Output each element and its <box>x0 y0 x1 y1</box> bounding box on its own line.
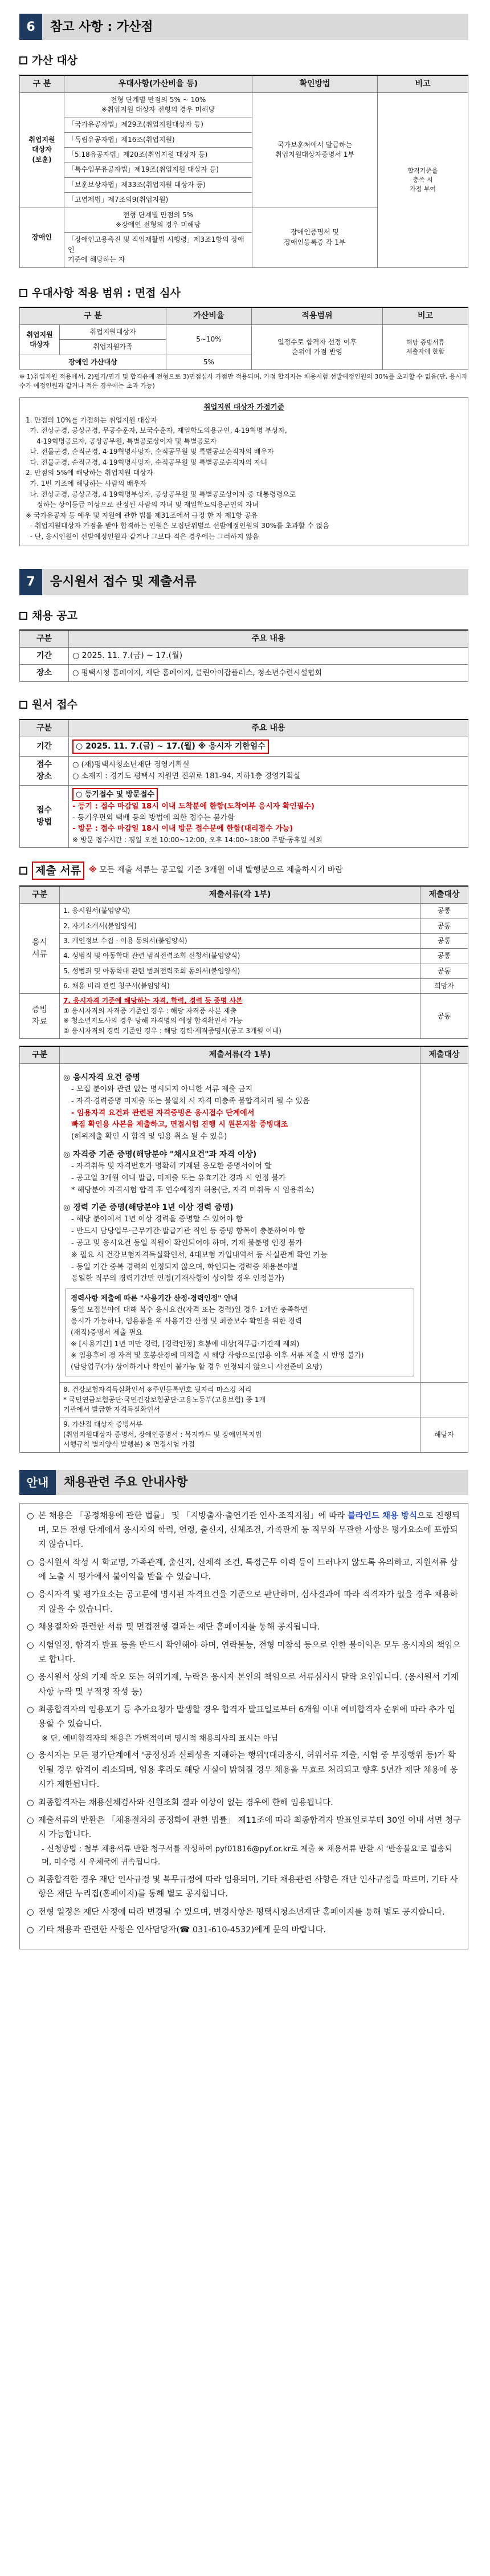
square-bullet-icon <box>19 612 27 620</box>
notice-item: ○ 응시자격 및 평가요소는 공고문에 명시된 자격요건을 기준으로 판단하며, 심사결과에 따라 적격자가 없을 경우 채용하지 않을 수 있습니다. <box>26 1588 462 1617</box>
section-title: 참고 사항 : 가산점 <box>42 14 468 40</box>
guide-line: 다. 전물군경, 순직군경, 4·19혁명사망자, 순직공무원 및 특별공로순직자의 자녀 <box>26 458 268 466</box>
notice-list <box>19 1503 468 1950</box>
notice-item: ○ 시험일정, 합격자 발표 등을 반드시 확인해야 하며, 연락불능, 전형 미참석 등으로 인한 불이익은 모두 응시자의 책임으로 합니다. <box>26 1639 462 1668</box>
notice-item: ○ 응시자는 모든 평가단계에서 '공정성과 신뢰성을 저해하는 행위'(대리응시, 허위서류 제출, 시험 중 부정행위 등)가 확인될 경우 합격이 취소되며, 임용 후라도 해당 사실이 밝혀질 경우 채용을 무효로 처리되고 향후 5년간 재단 채용에 응시가 제한됩니다. <box>26 1749 462 1792</box>
notice-item: ○ 전형 일정은 재단 사정에 따라 변경될 수 있으며, 변경사항은 평택시청소년재단 홈페이지를 통해 별도 공지합니다. <box>26 1905 462 1920</box>
square-bullet-icon <box>19 701 27 709</box>
subsection-submission-docs: 제출 서류 ※ 모든 제출 서류는 공고일 기준 3개월 이내 발행분으로 제출하시기 바람 <box>19 862 468 880</box>
section-6-header <box>19 14 468 40</box>
blind-recruitment-highlight: 블라인드 채용 방식 <box>347 1511 418 1521</box>
square-bullet-icon <box>19 867 27 875</box>
guide-line: 1. 만점의 10%를 가점하는 취업지원 대상자 <box>26 416 158 424</box>
section-number: 7 <box>19 569 42 595</box>
guide-line: 나. 전물군경, 순직군경, 4·19혁명사망자, 순직공무원 및 특별공로순직자의 배우자 <box>26 448 274 456</box>
notice-item: ○ 응시원서 작성 시 학교명, 가족관계, 출신지, 신체적 조건, 특정근무 이력 등이 드러나지 않도록 유의하고, 지원서류 상에 노출 시 평가에서 불이익을 받을 수 있습니다. <box>26 1556 462 1585</box>
submission-docs-detail-table: 구분 제출서류(각 1부) 제출대상 ◎ 응시자격 요건 증명 - 모집 분야와 관련 없는 명시되지 아니한 서류 제출 금지 - 자격·경력증명 미제출 또는 불일치 시 자격 미충족 불합격처리 될 수 있음 - 임용자격 요건과 관련된 자격증빙은 응시접수 단계에서 빠짐 확인용 사본을 제출하고, 면접시험 진행 시 원본지참 증빙대조 (허위제출 확인 시 합격 및 임용 취소 될 수 있음) ◎ 자격증 기준 증명(해당분야 "채시요건"과 자격 이상) - 자격취득 및 자격번호가 명확히 기재된 응모한 증명서이어 할 - 공고일 3개월 이내 발급, 미제출 또는 유효기간 경과 시 인정 불가 * 해당분야 자격시험 합격 후 연수예정자 허용(단, 자격 미취득 시 임용취소) ◎ 경력 기준 증명(해당분야 1년 이상 경력 증명) - 해당 분야에서 1년 이상 경력을 증명할 수 있어야 함 - 반드시 담당업무·근무기간·발급기관 직인 등 증빙 항목이 충분하여야 함 - 공고 및 응시요건 등일 직원이 확인되어야 하며, 기재 불분명 인정 불가 ※ 필요 시 건강보험자격득실확인서, 4대보험 가입내역서 등 사실관계 확인 가능 - 동일 기간 중복 경력의 인정되지 않으며, 학인되는 경력증 채용분야별 동일한 직무의 경력기간만 인정(기재사항이 상이할 경우 인정불가) 경력사항 제출에 따른 "사용기간 산정·경력인정" 안내 동일 모집분야에 대해 복수 응시요건(자격 또는 경력)일 경우 1개만 충족하면 응시가 가능하나, 임용통을 위 사용기간 산정 및 최종보수 확인을 위한 경력 (재직)증명서 제출 필요 ※ [사용기간] 1년 미만 경력, [경력인정] 호봉에 대상(직무급·기간제 제외) ※ 임용후에 경 자격 및 호봉산정에 미제출 시 해당 사항으로(임용 이후 서류 제출 시 반영 불가) (담당업무(가) 상이하거나 확인이 불가능 할 경우 인정되지 않으니 사전준비 요망) 8. 건강보험자격득실확인서 ※주민등록번호 뒷자리 마스킹 처리 * 국민연금보험공단·국민건강보험공단·고용노동부(고용보험) 중 1개 기관에서 발급한 자격득실확인서 9. 가산점 대상자 증빙서류 (취업지원대상자 증명서, 장애인증명서 : 복지카드 및 장애인복지법 시행규칙 별지양식 발행분) ※ 면접시험 가점 해당자 <box>19 1046 468 1453</box>
notice-item: ○ 본 채용은 「공정채용에 관한 법률」 및 「지방출자·출연기관 인사·조직지침」에 따라 블라인드 채용 방식으로 진행되며, 모든 전형 단계에서 응시자의 학력, 연령, 출신지, 신체조건, 가족관계 등 직무와 무관한 사항은 평가요소에 포함되지 않습니다. <box>26 1509 462 1553</box>
section-7-header <box>19 569 468 595</box>
notice-item: ○ 채용절차와 관련한 서류 및 면접전형 결과는 재단 홈페이지를 통해 공지됩니다. <box>26 1620 462 1635</box>
subsection-application-receipt: 원서 접수 <box>19 697 468 713</box>
subsection-bonus-target: 가산 대상 <box>19 52 468 69</box>
notice-item: ○ 기타 채용과 관련한 사항은 인사담당자(☎ 031-610-4532)에게 문의 바랍니다. <box>26 1923 462 1937</box>
notice-title: 채용관련 주요 안내사항 <box>56 1470 468 1495</box>
guide-line: 2. 만점의 5%에 해당하는 취업지원 대상자 <box>26 469 153 477</box>
preference-footnote: ※ 1)취업지원 적용에서, 2)필기/면기 및 합격유예 전형으로 3)면접심사 가점만 적용되며, 가점 합격자는 채용시험 선발예정인원의 30%를 초과할 수 없음(단, 응시자 수가 예정인원과 같거나 적은 경우에는 초과 가능) <box>19 373 468 390</box>
recruitment-notice-table: 구분 주요 내용 기간 ○ 2025. 11. 7.(금) ~ 17.(월) 장소 ○ 평택시청 홈페이지, 재단 홈페이지, 클린아이잡플러스, 청소년수련시설협회 <box>19 629 468 682</box>
method-highlight: ○ 등기접수 및 방문접수 <box>72 788 158 802</box>
submission-docs-table: 구분 제출서류(각 1부) 제출대상 응시 서류 1. 응시원서(붙임양식) 공통 2. 자기소개서(붙임양식) 공통 3. 개인정보 수집 · 이용 동의서(붙임양식) 공통 4. 성범죄 및 아동학대 관련 범죄전력조회 신청서(붙임양식) 공통 5. 성범죄 및 아동학대 관련 범죄전력조회 동의서(붙임양식) 공통 6. 채용 비리 관련 청구서(붙임양식) 희망자 증빙 자료 7. 응시자격 기준에 해당하는 자격, 학력, 경력 등 증명 사본 ① 응시자격의 자격증 기준인 경우 : 해당 자격증 사본 제출 ※ 청소년지도사의 경우 당해 자격명의 예정 합격확인서 가능 ② 응시자격의 경력 기준인 경우 : 해당 경력·재직증명서(공고 3개월 이내) 공통 <box>19 885 468 1039</box>
veteran-bonus-guide: 취업지원 대상자 가점기준 1. 만점의 10%를 가점하는 취업지원 대상자 가. 전상군경, 공상군경, 무공수훈자, 보국수훈자, 재일학도의용군인, 4·19혁명 부상자, 4·19혁명공로자, 공상공무원, 특별공로상이자 및 특별공로자 나. 전물군경, 순직군경, 4·19혁명사망자, 순직공무원 및 특별공로순직자의 배우자 다. 전물군경, 순직군경, 4·19혁명사망자, 순직공무원 및 특별공로순직자의 자녀 2. 만점의 5%에 해당하는 취업지원 대상자 가. 1번 기조에 해당하는 사람의 배우자 나. 전상군경, 공상군경, 4·19혁명부상자, 공상공무원 및 특별공로상이자 중 대통령령으로 정하는 상이등급 이상으로 판정된 사람의 자녀 및 재일학도의용군인의 자녀 ※ 국가유공자 등 예우 및 지원에 관한 법률 제31조에서 규정 한 자 제1항 공유 - 취업지원대상자 가점을 받아 합격하는 인원은 모집단위별로 선발예정인원의 30%를 초과할 수 없음 - 단, 응시인원이 선발예정인원과 같거나 그보다 적은 경우에는 그러하지 않음 <box>19 397 468 546</box>
notice-subnote: ※ 단, 예비합격자의 채용은 가변적이며 명시적 채용의사의 표시는 아님 <box>42 1733 279 1743</box>
guide-line: 4·19혁명공로자, 공상공무원, 특별공로상이자 및 특별공로자 <box>26 437 217 445</box>
guide-line: 정하는 상이등급 이상으로 판정된 사람의 자녀 및 재일학도의용군인의 자녀 <box>26 501 259 509</box>
notice-header <box>19 1470 468 1495</box>
guide-line: 가. 1번 기조에 해당하는 사람의 배우자 <box>26 480 147 488</box>
subsection-recruitment-notice: 채용 공고 <box>19 608 468 624</box>
bonus-target-table: 구 분 우대사항(가산비율 등) 확인방법 비고 취업지원 대상자 (보훈) 전형 단계별 만점의 5% ~ 10% ※취업지원 대상자 전형의 경우 미해당 국가보훈처에서 발급하는 취업지원대상자증명서 1부 합격기준을 충족 시 가점 부여 「국가유공자법」제29조(취업지원대상자 등) 「독립유공자법」제16조(취업지원) 「5.18유공자법」제20조(취업지원 대상자 등) 「특수임무유공자법」제19조(취업지원 대상자 등) 「보훈보상자법」제33조(취업지원 대상자 등) 「고엽제법」제7조의9(취업지원) 장애인 전형 단계별 만점의 5% ※장애인 전형의 경우 미해당 장애인증명서 및 장애인등록증 각 1부 「장애인고용촉진 및 직업재활법 시행령」제3조1항의 장애인 기준에 해당하는 자 <box>19 75 468 268</box>
square-bullet-icon <box>19 56 27 64</box>
guide-line: ※ 국가유공자 등 예우 및 지원에 관한 법률 제31조에서 규정 한 자 제1항 공유 <box>26 511 258 519</box>
notice-item: ○ 제출서류의 반환은 「채용절차의 공정화에 관한 법률」 제11조에 따라 최종합격자 발표일로부터 30일 이내 서면 청구 시 가능합니다. - 신청방법 : 첨부 채용서류 반환 청구서를 작성하여 pyf01816@pyf.or.kr로 제출 ※ 채용서류 반환 시 '반송불요'로 발송되며, 미수령 시 우체국에 귀속됩니다. <box>26 1814 462 1870</box>
guide-line: - 취업지원대상자 가점을 받아 합격하는 인원은 모집단위별로 선발예정인원의 30%를 초과할 수 없음 <box>26 522 329 530</box>
notice-tag: 안내 <box>19 1470 56 1495</box>
notice-item: ○ 응시원서 상의 기재 착오 또는 허위기재, 누락은 응시자 본인의 책임으로 서류심사시 탈락 요인입니다. (응시원서 기재사항 누락 및 부적정 작성 등) <box>26 1671 462 1700</box>
section-number: 6 <box>19 14 42 40</box>
notice-item: ○ 최종합격자는 채용신체검사와 신원조회 결과 이상이 없는 경우에 한해 임용됩니다. <box>26 1796 462 1810</box>
section-title: 응시원서 접수 및 제출서류 <box>42 569 468 595</box>
guide-line: - 단, 응시인원이 선발예정인원과 같거나 그보다 적은 경우에는 그러하지 않음 <box>26 533 259 541</box>
notice-item: ○ 최종합격한 경우 재단 인사규정 및 복무규정에 따라 임용되며, 기타 채용관련 사항은 재단 인사규정을 따르며, 기타 사항은 재단 누리집(홈페이지)를 통해 별도 공지합니다. <box>26 1873 462 1902</box>
subsection-preference-scope: 우대사항 적용 범위 : 면접 심사 <box>19 285 468 302</box>
deadline-highlight: ○ 2025. 11. 7.(금) ~ 17.(월) ※ 응시자 기한엄수 <box>72 740 269 754</box>
notice-subnote: - 신청방법 : 첨부 채용서류 반환 청구서를 작성하여 pyf01816@pyf.or.kr로 제출 ※ 채용서류 반환 시 '반송불요'로 발송되며, 미수령 시 우체국에 귀속됩니다. <box>42 1844 452 1867</box>
preference-scope-table: 구 분 가산비율 적용범위 비고 취업지원 대상자 취업지원대상자 5~10% 일정수로 합격자 선정 이후 순위에 가점 반영 해당 증빙서류 제출자에 한함 취업지원가족 장애인 가산대상 5% <box>19 307 468 370</box>
guide-lines <box>26 415 462 542</box>
career-guide-box: 경력사항 제출에 따른 "사용기간 산정·경력인정" 안내 동일 모집분야에 대해 복수 응시요건(자격 또는 경력)일 경우 1개만 충족하면 응시가 가능하나, 임용통을 위 사용기간 산정 및 최종보수 확인을 위한 경력 (재직)증명서 제출 필요 ※ [사용기간] 1년 미만 경력, [경력인정] 호봉에 대상(직무급·기간제 제외) ※ 임용후에 경 자격 및 호봉산정에 미제출 시 해당 사항으로(임용 이후 서류 제출 시 반영 불가) (담당업무(가) 상이하거나 확인이 불가능 할 경우 인정되지 않으니 사전준비 요망) <box>66 1289 414 1376</box>
application-receipt-table: 구분 주요 내용 기간 ○ 2025. 11. 7.(금) ~ 17.(월) ※ 응시자 기한엄수 접수 장소 ○ (재)평택시청소년재단 경영기획실 ○ 소재지 : 경기도 평택시 지원면 진위로 181-94, 지하1층 경영기획실 접수 방법 ○ 등기접수 및 방문접수 - 등기 : 접수 마감일 18시 이내 도착분에 한함(도착여부 응시자 확인필수) - 등기우편외 택배 등의 방법에 의한 접수는 불가함 - 방문 : 접수 마감일 18시 이내 방문 접수분에 한함(대리접수 가능) ※ 방문 접수시간 : 평일 오전 10:00~12:00, 오후 14:00~18:00 주말·공휴일 제외 <box>19 719 468 848</box>
guide-line: 나. 전상군경, 공상군경, 4·19혁명부상자, 공상공무원 및 특별공로상이자 중 대통령령으로 <box>26 490 296 498</box>
notice-item: ○ 최종합격자의 임용포기 등 추가요청가 발생할 경우 합격자 발표일로부터 6개월 이내 예비합격자 순위에 따라 추가 임용할 수 있습니다. ※ 단, 예비합격자의 채용은 가변적이며 명시적 채용의사의 표시는 아님 <box>26 1703 462 1745</box>
guide-line: 가. 전상군경, 공상군경, 무공수훈자, 보국수훈자, 재일학도의용군인, 4·19혁명 부상자, <box>26 426 287 435</box>
square-bullet-icon <box>19 289 27 297</box>
